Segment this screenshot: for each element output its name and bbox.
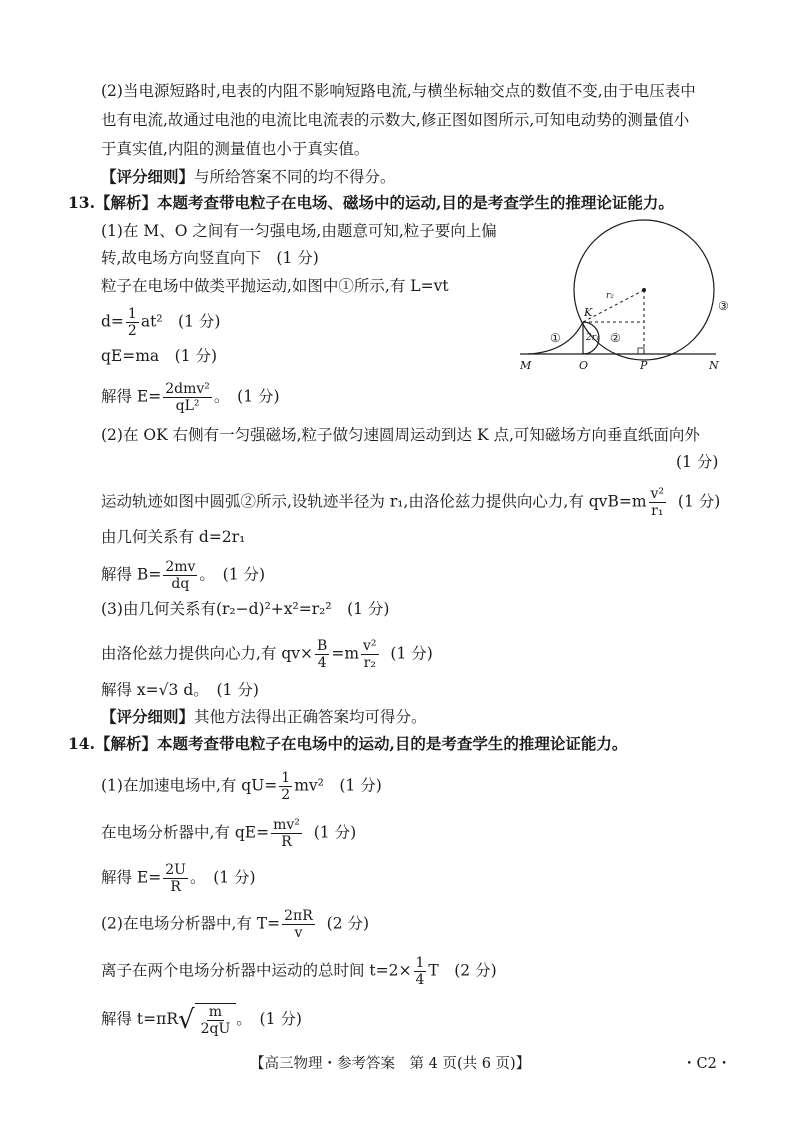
q14-p2-den: R xyxy=(281,834,292,850)
q13-p1a: (1)在 M、O 之间有一匀强电场,由题意可知,粒子要向上偏 xyxy=(101,222,497,240)
q14-p3 xyxy=(101,908,369,941)
label-P: P xyxy=(640,359,648,372)
q14-p4-fraction xyxy=(414,955,427,988)
p3b-den-2: r₂ xyxy=(363,655,376,671)
q14-p1-num: 1 xyxy=(281,770,291,786)
q14-sol-t-lhs: 解得 t=πR xyxy=(101,1010,179,1028)
sol-B-rest: 。 (1 分) xyxy=(199,565,266,584)
q14-p1-fraction xyxy=(279,770,292,803)
q14-p2-rest: (1 分) xyxy=(313,823,357,842)
q13-p1b: 转,故电场方向竖直向下 (1 分) xyxy=(101,249,319,267)
sqrt-radical-sign: √ xyxy=(178,1005,195,1035)
right-angle-mark xyxy=(638,348,644,354)
q14-tag: 【解析】 xyxy=(94,734,157,753)
q14-p3-rest: (2 分) xyxy=(326,914,370,933)
p3b-fraction-1 xyxy=(315,638,329,671)
sol-E-rest: 。 (1 分) xyxy=(213,387,280,406)
q14-p4-lhs: 离子在两个电场分析器中运动的总时间 t=2× xyxy=(101,961,412,980)
p2b-den: r₁ xyxy=(651,503,664,519)
q14-p2-lhs: 在电场分析器中,有 qE= xyxy=(101,823,270,842)
label-r2: r₂ xyxy=(606,291,614,301)
q13-score-text: 其他方法得出正确答案均可得分。 xyxy=(194,708,427,726)
circle-center-dot xyxy=(642,288,646,292)
q13-number: 13. xyxy=(68,193,95,212)
label-K: K xyxy=(584,306,593,319)
sol-B-lhs: 解得 B= xyxy=(101,565,162,584)
score-text: 与所给答案不同的均不得分。 xyxy=(194,168,396,186)
label-circled-1: ① xyxy=(550,331,561,345)
q13-title: 本题考查带电粒子在电场、磁场中的运动,目的是考查学生的推理论证能力。 xyxy=(156,193,674,212)
q14-sol-E-fraction xyxy=(163,862,188,895)
q13-score-tag: 【评分细则】 xyxy=(101,707,195,726)
q13-p3a: (3)由几何关系有(r₂−d)²+x²=r₂² (1 分) xyxy=(101,600,390,618)
q14-p1-rest: mv² (1 分) xyxy=(294,776,382,795)
p2b-num: v² xyxy=(650,486,665,502)
score-tag: 【评分细则】 xyxy=(101,167,195,186)
q14-sol-E xyxy=(101,862,256,895)
footer-code: ・C2・ xyxy=(682,1056,732,1072)
sol-E-lhs: 解得 E= xyxy=(101,387,162,406)
q14-sol-E-lhs: 解得 E= xyxy=(101,868,162,887)
q14-sol-t-den: 2qU xyxy=(200,1021,231,1037)
q13-sol-B xyxy=(101,559,265,592)
q13-tag: 【解析】 xyxy=(94,193,157,212)
q13-p2b xyxy=(101,486,720,519)
p2b-lhs: 运动轨迹如图中圆弧②所示,设轨迹半径为 r₁,由洛伦兹力提供向心力,有 qvB=m xyxy=(101,492,647,511)
q13-trajectory-figure xyxy=(520,212,740,382)
q13-eq-qE: qE=ma (1 分) xyxy=(101,347,218,365)
q14-sol-t-fraction xyxy=(199,1004,233,1037)
q14-header xyxy=(68,733,627,755)
q13-p2c: 由几何关系有 d=2r₁ xyxy=(101,528,246,546)
q14-p1-lhs: (1)在加速电场中,有 qU= xyxy=(101,776,278,795)
q13-p2a-score: (1 分) xyxy=(676,453,719,471)
q14-p3-lhs: (2)在电场分析器中,有 T= xyxy=(101,914,281,933)
q14-p4-den: 4 xyxy=(415,972,425,988)
q13-score-line xyxy=(101,706,427,728)
p3b-rest: (1 分) xyxy=(390,644,433,663)
q14-sol-E-den: R xyxy=(170,879,181,895)
p3b-fraction-2 xyxy=(361,638,379,671)
q14-p4 xyxy=(101,955,497,988)
label-circled-3: ③ xyxy=(718,299,729,313)
q14-sol-t-sqrt xyxy=(178,1003,236,1037)
sol-E-fraction xyxy=(163,381,212,414)
p2b-fraction xyxy=(649,486,667,519)
q14-p2 xyxy=(101,817,356,850)
label-circled-2: ② xyxy=(610,331,621,345)
p2b-rest: (1 分) xyxy=(677,492,721,511)
label-M: M xyxy=(520,359,532,372)
q14-sol-t-rest: 。 (1 分) xyxy=(236,1010,302,1028)
q14-p1-den: 2 xyxy=(281,787,291,803)
p3b-mid: =m xyxy=(331,644,360,663)
eq-d-rest: at² (1 分) xyxy=(140,312,221,331)
sol-B-num: 2mv xyxy=(165,559,196,575)
sol-B-den: dq xyxy=(171,576,190,592)
q14-p1 xyxy=(101,770,382,803)
sol-E-den: qL² xyxy=(175,398,200,414)
eq-d-num: 1 xyxy=(127,306,137,322)
intro-line-1: (2)当电源短路时,电表的内阻不影响短路电流,与横坐标轴交点的数值不变,由于电压表中 xyxy=(101,82,696,100)
q14-number: 14. xyxy=(68,734,95,753)
label-N: N xyxy=(709,359,719,372)
intro-line-3: 于真实值,内阻的测量值也小于真实值。 xyxy=(101,140,370,158)
p3b-den-1: 4 xyxy=(317,655,327,671)
sol-E-num: 2dmv² xyxy=(165,381,210,397)
eq-d-fraction xyxy=(126,306,139,339)
p3b-num-2: v² xyxy=(363,638,377,654)
q14-p2-fraction xyxy=(271,817,302,850)
q13-p3b xyxy=(101,638,433,671)
footer-page-info: 【高三物理・参考答案 第 4 页(共 6 页)】 xyxy=(250,1056,531,1072)
eq-d-den: 2 xyxy=(127,323,137,339)
label-O: O xyxy=(579,359,589,372)
intro-line-2: 也有电流,故通过电池的电流比电流表的示数大,修正图如图所示,可知电动势的测量值小 xyxy=(101,111,690,129)
q14-p3-num: 2πR xyxy=(284,908,313,924)
q14-p2-num: mv² xyxy=(273,817,300,833)
sqrt-radicand xyxy=(195,1003,237,1037)
q13-p2a: (2)在 OK 右侧有一匀强磁场,粒子做匀速圆周运动到达 K 点,可知磁场方向垂直纸面向外 xyxy=(101,426,700,444)
q13-sol-x: 解得 x=√3 d。 (1 分) xyxy=(101,681,259,699)
p3b-num-1: B xyxy=(317,638,328,654)
intro-score-line xyxy=(101,166,396,188)
q14-p3-fraction xyxy=(282,908,315,941)
q14-sol-E-rest: 。 (1 分) xyxy=(189,868,256,887)
q14-p3-den: v xyxy=(294,925,303,941)
eq-d-lhs: d= xyxy=(101,312,124,331)
q14-sol-t xyxy=(101,1003,302,1037)
q14-p4-rest: T (2 分) xyxy=(428,961,497,980)
q14-p4-num: 1 xyxy=(415,955,425,971)
p3b-lhs: 由洛伦兹力提供向心力,有 qv× xyxy=(101,644,314,663)
label-2r1: 2r₁ xyxy=(586,333,600,343)
q13-sol-E xyxy=(101,381,280,414)
q14-title: 本题考查带电粒子在电场中的运动,目的是考查学生的推理论证能力。 xyxy=(156,734,628,753)
q14-sol-E-num: 2U xyxy=(165,862,186,878)
q13-p1c: 粒子在电场中做类平抛运动,如图中①所示,有 L=vt xyxy=(101,277,449,295)
q14-sol-t-num: m xyxy=(208,1004,223,1020)
q13-header xyxy=(68,192,674,214)
sol-B-fraction xyxy=(163,559,197,592)
q13-eq-d xyxy=(101,306,220,339)
